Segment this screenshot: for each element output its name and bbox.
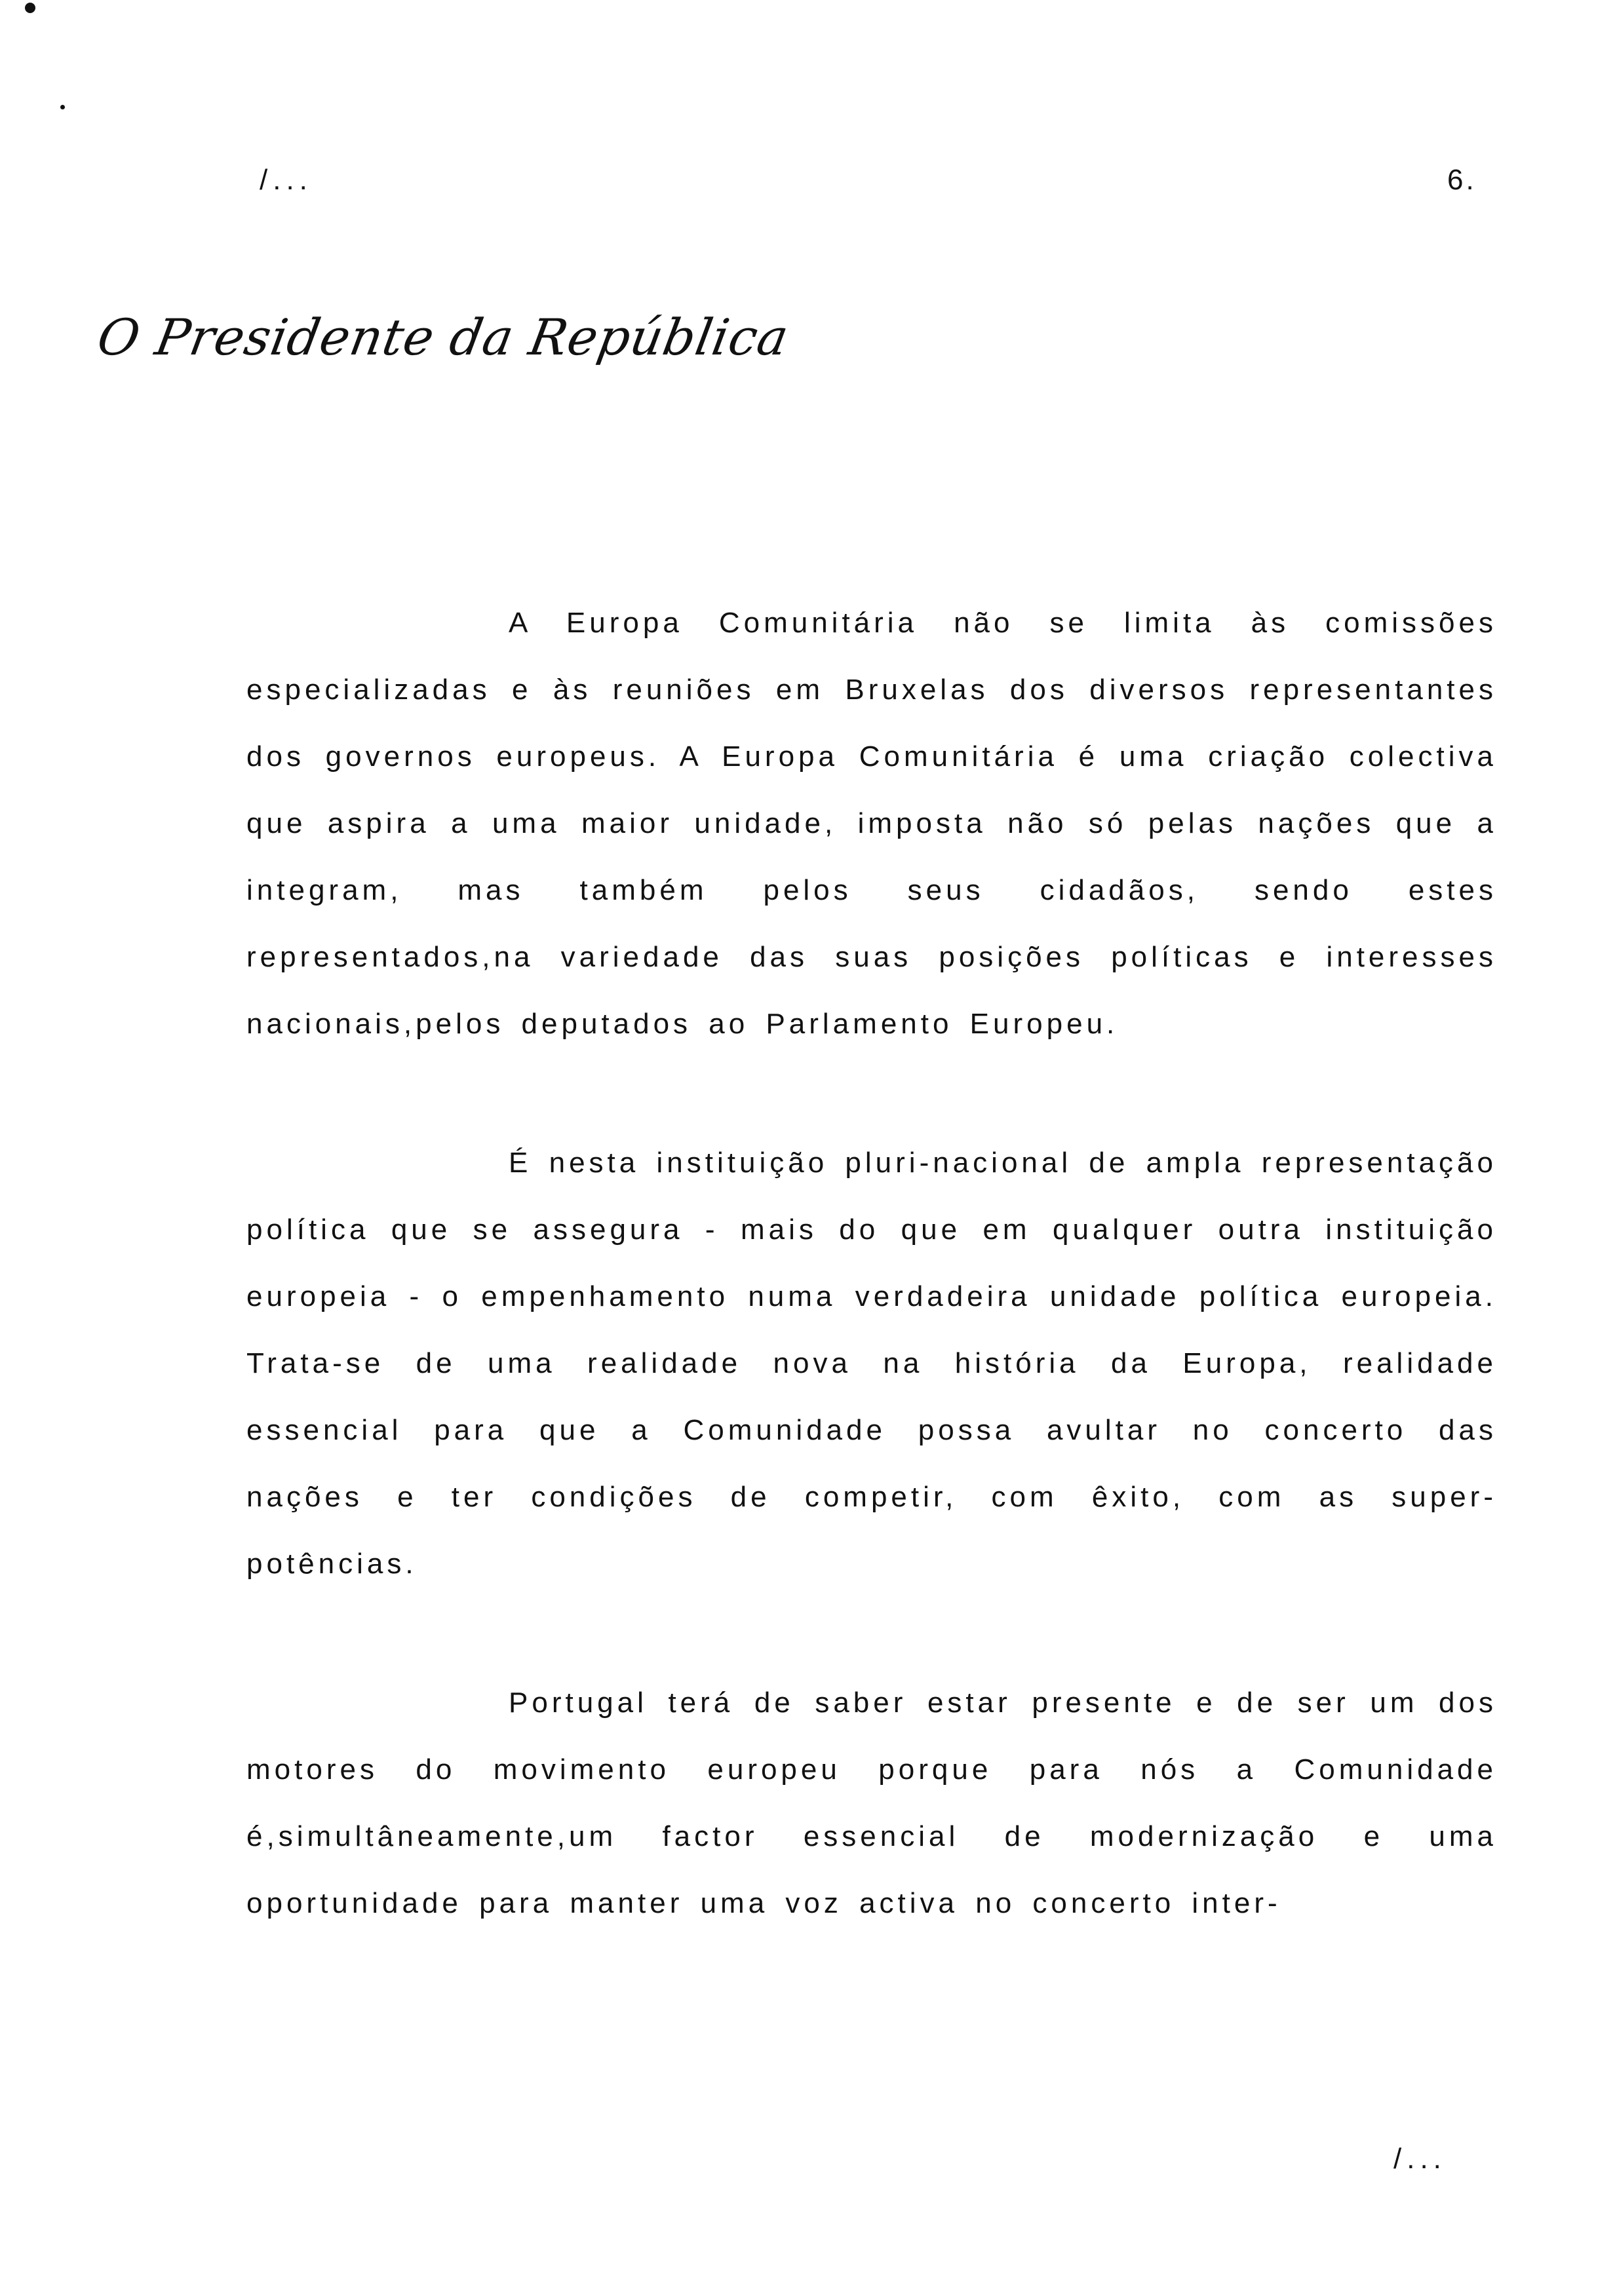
paragraph-2: É nesta instituição pluri-nacional de ampla representação política que se assegura - mais do que em qualquer outra instituição europeia - o empenhamento numa verdadeira unidade política europeia. Trata-se de uma realidade nova na história da Europa, realidade essencial para que a Comunidade possa avultar no concerto das nações e ter condições de competir, com êxito, com as super-potências. bbox=[246, 1147, 1497, 1580]
footer-continuation-mark: /... bbox=[1393, 2143, 1447, 2175]
header-continuation-mark: /... bbox=[260, 164, 313, 196]
paragraph-3: Portugal terá de saber estar presente e de ser um dos motores do movimento europeu porque para nós a Comunidade é,simultâneamente,um factor essencial de modernização e uma oportunidade para manter uma voz activa no concerto inter- bbox=[246, 1687, 1497, 1919]
scan-speck bbox=[60, 105, 65, 109]
letterhead-signature: O Presidente da República bbox=[93, 308, 794, 366]
paragraph-1: A Europa Comunitária não se limita às comissões especializadas e às reuniões em Bruxelas dos diversos representantes dos governos europeus. A Europa Comunitária é uma criação colectiva que aspira a uma maior unidade, imposta não só pelas nações que a integram, mas também pelos seus cidadãos, sendo estes representados,na variedade das suas posições políticas e interesses nacionais,pelos deputados ao Parlamento Europeu. bbox=[246, 607, 1497, 1040]
page-number: 6. bbox=[1447, 164, 1477, 196]
document-body bbox=[246, 590, 1497, 1937]
punch-hole-dot bbox=[25, 3, 35, 13]
